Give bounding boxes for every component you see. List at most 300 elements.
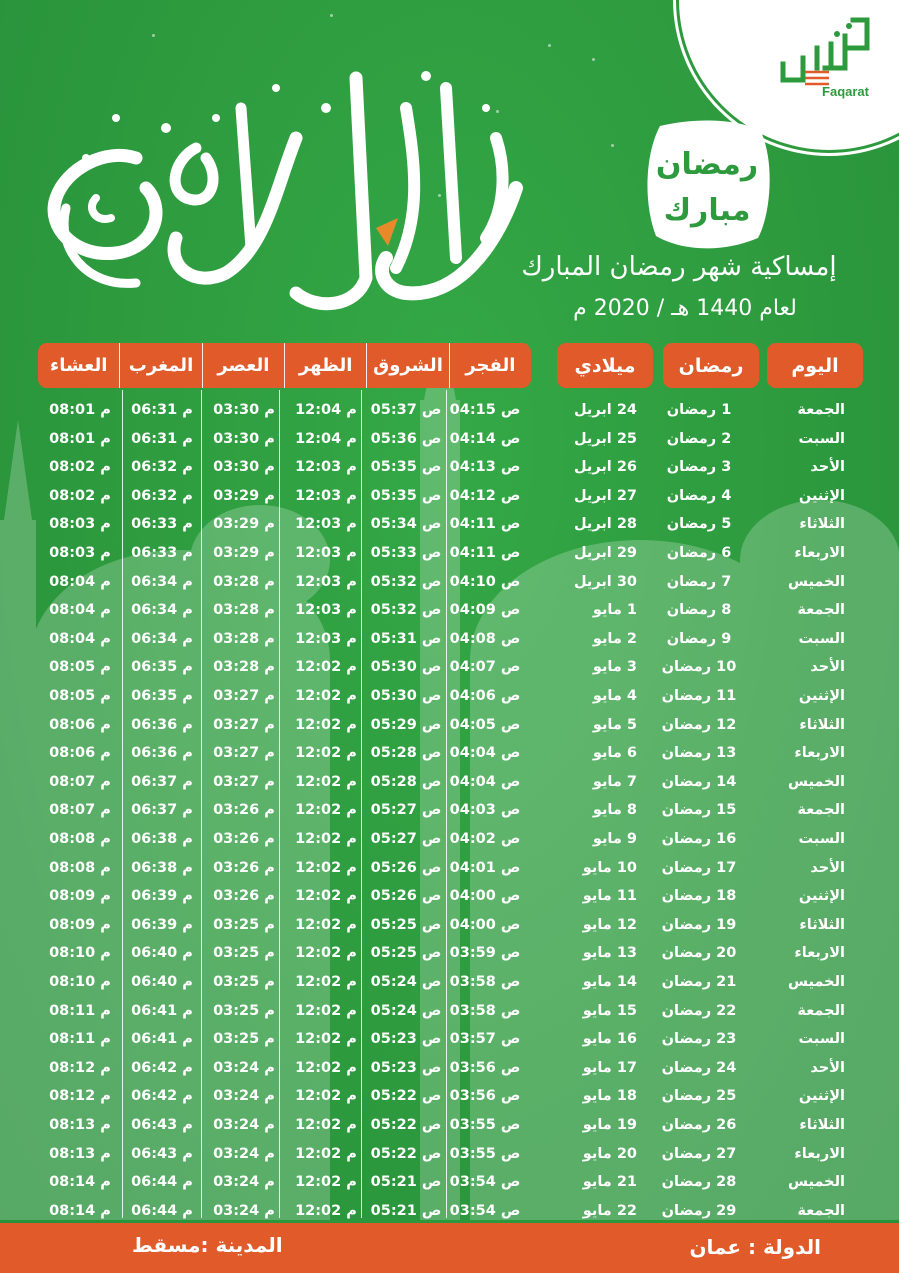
- row-isha-time: 08:08 م: [49, 831, 111, 847]
- table-row: [0, 568, 899, 596]
- row-gregorian-date: 1 مايو: [592, 602, 637, 619]
- row-fajr-time: 03:59 ص: [449, 945, 521, 962]
- row-maghrib-time: 06:38 م: [131, 831, 193, 847]
- row-shuruq-time: 05:30 ص: [370, 688, 442, 704]
- row-shuruq-time: 05:26 ص: [370, 888, 442, 905]
- row-shuruq-time: 05:25 ص: [370, 916, 442, 933]
- table-row: [0, 653, 899, 681]
- row-day: الاربعاء: [794, 945, 845, 962]
- row-asr-time: 03:28 م: [213, 602, 275, 619]
- row-isha-time: 08:04 م: [49, 573, 111, 590]
- row-maghrib-time: 06:42 م: [131, 1059, 193, 1076]
- row-fajr-time: 04:01 ص: [449, 859, 521, 876]
- row-ramadan-date: 8 رمضان: [666, 602, 732, 619]
- row-dhuhr-time: 12:04 م: [295, 430, 357, 447]
- row-shuruq-time: 05:23 ص: [370, 1031, 442, 1048]
- row-asr-time: 03:27 م: [213, 773, 275, 790]
- row-shuruq-time: 05:33 ص: [370, 545, 442, 561]
- row-gregorian-date: 10 مايو: [582, 859, 637, 876]
- row-gregorian-date: 25 ابريل: [573, 430, 637, 447]
- table-row: [0, 625, 899, 653]
- row-shuruq-time: 05:32 ص: [370, 573, 442, 590]
- row-maghrib-time: 06:43 م: [131, 1145, 193, 1162]
- row-dhuhr-time: 12:02 م: [295, 859, 357, 876]
- row-fajr-time: 04:06 ص: [449, 688, 521, 704]
- row-day: الثلاثاء: [799, 716, 845, 733]
- table-row: [0, 425, 899, 453]
- row-fajr-time: 03:54 ص: [449, 1174, 521, 1191]
- row-dhuhr-time: 12:02 م: [295, 688, 357, 704]
- row-shuruq-time: 05:28 ص: [370, 773, 442, 790]
- row-gregorian-date: 6 مايو: [592, 745, 637, 762]
- row-maghrib-time: 06:37 م: [131, 802, 193, 819]
- row-dhuhr-time: 12:02 م: [295, 1059, 357, 1076]
- row-maghrib-time: 06:44 م: [131, 1174, 193, 1191]
- row-gregorian-date: 20 مايو: [582, 1145, 637, 1162]
- row-dhuhr-time: 12:02 م: [295, 831, 357, 847]
- row-shuruq-time: 05:35 ص: [370, 459, 442, 476]
- row-maghrib-time: 06:32 م: [131, 487, 193, 504]
- badge-line1: رمضان: [655, 147, 759, 182]
- row-ramadan-date: 10 رمضان: [661, 659, 737, 676]
- row-isha-time: 08:14 م: [49, 1174, 111, 1191]
- row-maghrib-time: 06:35 م: [131, 688, 193, 704]
- row-asr-time: 03:25 م: [213, 945, 275, 962]
- table-row: [0, 939, 899, 967]
- row-day: الخميس: [787, 974, 845, 990]
- row-ramadan-date: 27 رمضان: [661, 1145, 737, 1162]
- row-ramadan-date: 16 رمضان: [661, 831, 737, 847]
- row-isha-time: 08:04 م: [49, 602, 111, 619]
- table-row: [0, 596, 899, 624]
- table-row: [0, 1111, 899, 1139]
- row-asr-time: 03:24 م: [213, 1202, 275, 1219]
- row-fajr-time: 04:11 ص: [449, 545, 521, 561]
- row-ramadan-date: 19 رمضان: [661, 916, 737, 933]
- row-maghrib-time: 06:32 م: [131, 459, 193, 476]
- row-day: الثلاثاء: [799, 916, 845, 933]
- row-maghrib-time: 06:42 م: [131, 1088, 193, 1105]
- table-row: [0, 854, 899, 882]
- row-day: الخميس: [787, 573, 845, 590]
- row-dhuhr-time: 12:02 م: [295, 1145, 357, 1162]
- row-fajr-time: 03:58 ص: [449, 974, 521, 990]
- row-asr-time: 03:25 م: [213, 916, 275, 933]
- row-isha-time: 08:12 م: [49, 1088, 111, 1105]
- row-asr-time: 03:27 م: [213, 716, 275, 733]
- row-dhuhr-time: 12:02 م: [295, 888, 357, 905]
- row-ramadan-date: 17 رمضان: [661, 859, 737, 876]
- row-ramadan-date: 29 رمضان: [661, 1202, 737, 1219]
- row-dhuhr-time: 12:03 م: [295, 459, 357, 476]
- row-ramadan-date: 20 رمضان: [661, 945, 737, 962]
- row-asr-time: 03:27 م: [213, 688, 275, 704]
- row-shuruq-time: 05:29 ص: [370, 716, 442, 733]
- table-row: [0, 796, 899, 824]
- row-isha-time: 08:02 م: [49, 487, 111, 504]
- row-fajr-time: 03:55 ص: [449, 1145, 521, 1162]
- row-dhuhr-time: 12:03 م: [295, 573, 357, 590]
- row-isha-time: 08:12 م: [49, 1059, 111, 1076]
- footer-country: الدولة : عمان: [689, 1235, 821, 1259]
- table-row: [0, 1168, 899, 1196]
- row-isha-time: 08:01 م: [49, 402, 111, 418]
- row-dhuhr-time: 12:02 م: [295, 745, 357, 762]
- row-asr-time: 03:27 م: [213, 745, 275, 762]
- row-day: السبت: [798, 430, 845, 447]
- row-day: الاربعاء: [794, 1145, 845, 1162]
- row-gregorian-date: 24 ابريل: [573, 402, 637, 418]
- row-day: الجمعة: [797, 802, 845, 819]
- row-shuruq-time: 05:21 ص: [370, 1202, 442, 1219]
- row-fajr-time: 04:00 ص: [449, 888, 521, 905]
- row-asr-time: 03:30 م: [213, 430, 275, 447]
- row-isha-time: 08:10 م: [49, 974, 111, 990]
- faqarat-logo-icon: [765, 8, 885, 94]
- row-asr-time: 03:29 م: [213, 545, 275, 561]
- row-isha-time: 08:01 م: [49, 430, 111, 447]
- ramadan-mubarak-badge: [640, 116, 775, 256]
- row-ramadan-date: 26 رمضان: [661, 1117, 737, 1133]
- row-day: السبت: [798, 831, 845, 847]
- row-ramadan-date: 22 رمضان: [661, 1002, 737, 1019]
- row-maghrib-time: 06:34 م: [131, 602, 193, 619]
- row-maghrib-time: 06:34 م: [131, 573, 193, 590]
- row-maghrib-time: 06:35 م: [131, 659, 193, 676]
- row-gregorian-date: 18 مايو: [582, 1088, 637, 1105]
- row-isha-time: 08:02 م: [49, 459, 111, 476]
- row-asr-time: 03:24 م: [213, 1145, 275, 1162]
- table-row: [0, 739, 899, 767]
- row-dhuhr-time: 12:02 م: [295, 945, 357, 962]
- row-ramadan-date: 15 رمضان: [661, 802, 737, 819]
- row-asr-time: 03:26 م: [213, 802, 275, 819]
- row-shuruq-time: 05:24 ص: [370, 1002, 442, 1019]
- row-fajr-time: 03:54 ص: [449, 1202, 521, 1219]
- table-row: [0, 768, 899, 796]
- page-subtitle: إمساكية شهر رمضان المبارك: [521, 252, 837, 282]
- row-gregorian-date: 22 مايو: [582, 1202, 637, 1219]
- col-header-shuruq: الشروق: [366, 343, 448, 388]
- table-row: [0, 396, 899, 424]
- row-asr-time: 03:25 م: [213, 1002, 275, 1019]
- row-maghrib-time: 06:40 م: [131, 974, 193, 990]
- row-fajr-time: 04:00 ص: [449, 916, 521, 933]
- row-dhuhr-time: 12:02 م: [295, 916, 357, 933]
- row-shuruq-time: 05:27 ص: [370, 831, 442, 847]
- row-shuruq-time: 05:27 ص: [370, 802, 442, 819]
- row-dhuhr-time: 12:02 م: [295, 802, 357, 819]
- eid-calligraphy-illustration: [26, 48, 536, 318]
- col-header-isha: العشاء: [50, 355, 108, 376]
- col-header-gregorian: ميلادي: [557, 343, 653, 388]
- col-header-asr: العصر: [202, 343, 284, 388]
- table-row: [0, 997, 899, 1025]
- row-fajr-time: 04:10 ص: [449, 573, 521, 590]
- row-ramadan-date: 4 رمضان: [666, 487, 732, 504]
- row-maghrib-time: 06:41 م: [131, 1031, 193, 1048]
- row-fajr-time: 04:05 ص: [449, 716, 521, 733]
- row-gregorian-date: 4 مايو: [592, 688, 637, 704]
- row-maghrib-time: 06:33 م: [131, 545, 193, 561]
- row-maghrib-time: 06:43 م: [131, 1117, 193, 1133]
- row-day: الجمعة: [797, 1202, 845, 1219]
- row-isha-time: 08:11 م: [49, 1031, 111, 1048]
- row-day: الخميس: [787, 773, 845, 790]
- row-ramadan-date: 25 رمضان: [661, 1088, 737, 1105]
- row-fajr-time: 04:11 ص: [449, 516, 521, 533]
- row-maghrib-time: 06:38 م: [131, 859, 193, 876]
- row-maghrib-time: 06:40 م: [131, 945, 193, 962]
- col-header-fajr: الفجر: [449, 343, 531, 388]
- row-asr-time: 03:28 م: [213, 659, 275, 676]
- row-maghrib-time: 06:31 م: [131, 402, 193, 418]
- table-row: [0, 682, 899, 710]
- row-shuruq-time: 05:21 ص: [370, 1174, 442, 1191]
- table-row: [0, 510, 899, 538]
- row-shuruq-time: 05:34 ص: [370, 516, 442, 533]
- row-ramadan-date: 23 رمضان: [661, 1031, 737, 1048]
- row-isha-time: 08:07 م: [49, 802, 111, 819]
- row-isha-time: 08:09 م: [49, 916, 111, 933]
- row-asr-time: 03:26 م: [213, 831, 275, 847]
- row-isha-time: 08:04 م: [49, 630, 111, 647]
- row-day: الجمعة: [797, 1002, 845, 1019]
- row-dhuhr-time: 12:02 م: [295, 1174, 357, 1191]
- footer-city: المدينة :مسقط: [132, 1233, 283, 1257]
- row-ramadan-date: 28 رمضان: [661, 1174, 737, 1191]
- row-day: الأحد: [810, 459, 845, 476]
- row-gregorian-date: 7 مايو: [592, 773, 637, 790]
- row-fajr-time: 04:03 ص: [449, 802, 521, 819]
- row-gregorian-date: 2 مايو: [592, 630, 637, 647]
- row-maghrib-time: 06:34 م: [131, 630, 193, 647]
- row-gregorian-date: 12 مايو: [582, 916, 637, 933]
- row-day: الجمعة: [797, 402, 845, 418]
- table-row: [0, 882, 899, 910]
- row-gregorian-date: 9 مايو: [592, 831, 637, 847]
- row-ramadan-date: 11 رمضان: [661, 688, 737, 704]
- row-dhuhr-time: 12:03 م: [295, 602, 357, 619]
- row-fajr-time: 03:55 ص: [449, 1117, 521, 1133]
- row-dhuhr-time: 12:02 م: [295, 974, 357, 990]
- row-asr-time: 03:26 م: [213, 859, 275, 876]
- row-isha-time: 08:11 م: [49, 1002, 111, 1019]
- row-shuruq-time: 05:37 ص: [370, 402, 442, 418]
- table-row: [0, 711, 899, 739]
- logo-text: Faqarat: [822, 84, 869, 99]
- row-fajr-time: 03:56 ص: [449, 1059, 521, 1076]
- row-asr-time: 03:29 م: [213, 516, 275, 533]
- row-maghrib-time: 06:31 م: [131, 430, 193, 447]
- row-dhuhr-time: 12:02 م: [295, 1202, 357, 1219]
- row-ramadan-date: 21 رمضان: [661, 974, 737, 990]
- row-isha-time: 08:10 م: [49, 945, 111, 962]
- row-day: الخميس: [787, 1174, 845, 1191]
- row-fajr-time: 04:15 ص: [449, 402, 521, 418]
- row-fajr-time: 04:09 ص: [449, 602, 521, 619]
- row-gregorian-date: 21 مايو: [582, 1174, 637, 1191]
- row-gregorian-date: 29 ابريل: [573, 545, 637, 561]
- row-maghrib-time: 06:44 م: [131, 1202, 193, 1219]
- row-day: السبت: [798, 630, 845, 647]
- row-dhuhr-time: 12:04 م: [295, 402, 357, 418]
- row-fajr-time: 03:57 ص: [449, 1031, 521, 1048]
- table-row: [0, 1140, 899, 1168]
- row-shuruq-time: 05:31 ص: [370, 630, 442, 647]
- row-gregorian-date: 19 مايو: [582, 1117, 637, 1133]
- row-shuruq-time: 05:22 ص: [370, 1145, 442, 1162]
- row-ramadan-date: 3 رمضان: [666, 459, 732, 476]
- row-asr-time: 03:24 م: [213, 1059, 275, 1076]
- row-isha-time: 08:07 م: [49, 773, 111, 790]
- row-ramadan-date: 12 رمضان: [661, 716, 737, 733]
- row-dhuhr-time: 12:02 م: [295, 773, 357, 790]
- row-asr-time: 03:28 م: [213, 573, 275, 590]
- row-asr-time: 03:25 م: [213, 974, 275, 990]
- row-isha-time: 08:05 م: [49, 688, 111, 704]
- footer-bar: [0, 1223, 899, 1273]
- row-shuruq-time: 05:28 ص: [370, 745, 442, 762]
- row-maghrib-time: 06:41 م: [131, 1002, 193, 1019]
- row-gregorian-date: 5 مايو: [592, 716, 637, 733]
- row-gregorian-date: 30 ابريل: [573, 573, 637, 590]
- row-day: الأحد: [810, 859, 845, 876]
- table-row: [0, 1025, 899, 1053]
- row-asr-time: 03:29 م: [213, 487, 275, 504]
- row-fajr-time: 03:56 ص: [449, 1088, 521, 1105]
- row-day: الاربعاء: [794, 745, 845, 762]
- row-gregorian-date: 14 مايو: [582, 974, 637, 990]
- row-dhuhr-time: 12:03 م: [295, 545, 357, 561]
- row-asr-time: 03:25 م: [213, 1031, 275, 1048]
- row-isha-time: 08:06 م: [49, 716, 111, 733]
- row-ramadan-date: 14 رمضان: [661, 773, 737, 790]
- row-asr-time: 03:30 م: [213, 402, 275, 418]
- badge-line2: مبارك: [663, 193, 751, 228]
- row-day: الثلاثاء: [799, 516, 845, 533]
- row-day: الإثنين: [798, 688, 845, 704]
- table-row: [0, 1082, 899, 1110]
- row-shuruq-time: 05:30 ص: [370, 659, 442, 676]
- row-gregorian-date: 26 ابريل: [573, 459, 637, 476]
- row-dhuhr-time: 12:02 م: [295, 1031, 357, 1048]
- row-fajr-time: 04:12 ص: [449, 487, 521, 504]
- row-dhuhr-time: 12:03 م: [295, 516, 357, 533]
- prayer-times-header: [38, 343, 531, 388]
- row-day: الثلاثاء: [799, 1117, 845, 1133]
- col-header-ramadan: رمضان: [663, 343, 759, 388]
- row-isha-time: 08:03 م: [49, 516, 111, 533]
- row-dhuhr-time: 12:02 م: [295, 1117, 357, 1133]
- row-maghrib-time: 06:36 م: [131, 745, 193, 762]
- row-dhuhr-time: 12:03 م: [295, 487, 357, 504]
- row-day: الإثنين: [798, 1088, 845, 1105]
- row-isha-time: 08:08 م: [49, 859, 111, 876]
- row-ramadan-date: 24 رمضان: [661, 1059, 737, 1076]
- row-shuruq-time: 05:24 ص: [370, 974, 442, 990]
- row-ramadan-date: 2 رمضان: [666, 430, 732, 447]
- row-shuruq-time: 05:22 ص: [370, 1088, 442, 1105]
- row-fajr-time: 04:02 ص: [449, 831, 521, 847]
- table-row: [0, 1197, 899, 1225]
- row-gregorian-date: 17 مايو: [582, 1059, 637, 1076]
- row-ramadan-date: 18 رمضان: [661, 888, 737, 905]
- col-header-day: اليوم: [767, 343, 863, 388]
- row-isha-time: 08:06 م: [49, 745, 111, 762]
- row-isha-time: 08:09 م: [49, 888, 111, 905]
- row-fajr-time: 04:04 ص: [449, 745, 521, 762]
- row-day: الإثنين: [798, 487, 845, 504]
- row-shuruq-time: 05:36 ص: [370, 430, 442, 447]
- row-fajr-time: 04:04 ص: [449, 773, 521, 790]
- row-dhuhr-time: 12:02 م: [295, 1002, 357, 1019]
- row-gregorian-date: 8 مايو: [592, 802, 637, 819]
- row-day: الجمعة: [797, 602, 845, 619]
- row-ramadan-date: 13 رمضان: [661, 745, 737, 762]
- table-row: [0, 482, 899, 510]
- row-fajr-time: 03:58 ص: [449, 1002, 521, 1019]
- row-asr-time: 03:24 م: [213, 1117, 275, 1133]
- row-isha-time: 08:03 م: [49, 545, 111, 561]
- row-asr-time: 03:24 م: [213, 1174, 275, 1191]
- row-day: الاربعاء: [794, 545, 845, 561]
- row-maghrib-time: 06:39 م: [131, 888, 193, 905]
- table-row: [0, 825, 899, 853]
- row-maghrib-time: 06:39 م: [131, 916, 193, 933]
- row-isha-time: 08:14 م: [49, 1202, 111, 1219]
- row-ramadan-date: 5 رمضان: [666, 516, 732, 533]
- row-shuruq-time: 05:22 ص: [370, 1117, 442, 1133]
- row-gregorian-date: 11 مايو: [582, 888, 637, 905]
- row-gregorian-date: 16 مايو: [582, 1031, 637, 1048]
- row-maghrib-time: 06:33 م: [131, 516, 193, 533]
- year-label: لعام 1440 هـ / 2020 م: [573, 296, 797, 321]
- row-shuruq-time: 05:23 ص: [370, 1059, 442, 1076]
- row-gregorian-date: 13 مايو: [582, 945, 637, 962]
- row-dhuhr-time: 12:03 م: [295, 630, 357, 647]
- row-day: السبت: [798, 1031, 845, 1048]
- row-asr-time: 03:26 م: [213, 888, 275, 905]
- row-gregorian-date: 28 ابريل: [573, 516, 637, 533]
- row-isha-time: 08:13 م: [49, 1145, 111, 1162]
- col-header-maghrib: المغرب: [119, 343, 201, 388]
- table-row: [0, 539, 899, 567]
- col-header-dhuhr: الظهر: [284, 343, 366, 388]
- row-ramadan-date: 9 رمضان: [666, 630, 732, 647]
- row-dhuhr-time: 12:02 م: [295, 1088, 357, 1105]
- row-day: الأحد: [810, 1059, 845, 1076]
- row-shuruq-time: 05:25 ص: [370, 945, 442, 962]
- table-row: [0, 453, 899, 481]
- row-maghrib-time: 06:36 م: [131, 716, 193, 733]
- table-row: [0, 911, 899, 939]
- row-day: الإثنين: [798, 888, 845, 905]
- row-gregorian-date: 3 مايو: [592, 659, 637, 676]
- row-asr-time: 03:28 م: [213, 630, 275, 647]
- row-gregorian-date: 15 مايو: [582, 1002, 637, 1019]
- row-maghrib-time: 06:37 م: [131, 773, 193, 790]
- row-shuruq-time: 05:26 ص: [370, 859, 442, 876]
- row-fajr-time: 04:13 ص: [449, 459, 521, 476]
- row-ramadan-date: 7 رمضان: [666, 573, 732, 590]
- row-fajr-time: 04:08 ص: [449, 630, 521, 647]
- table-row: [0, 1054, 899, 1082]
- row-fajr-time: 04:14 ص: [449, 430, 521, 447]
- row-asr-time: 03:24 م: [213, 1088, 275, 1105]
- row-asr-time: 03:30 م: [213, 459, 275, 476]
- row-isha-time: 08:13 م: [49, 1117, 111, 1133]
